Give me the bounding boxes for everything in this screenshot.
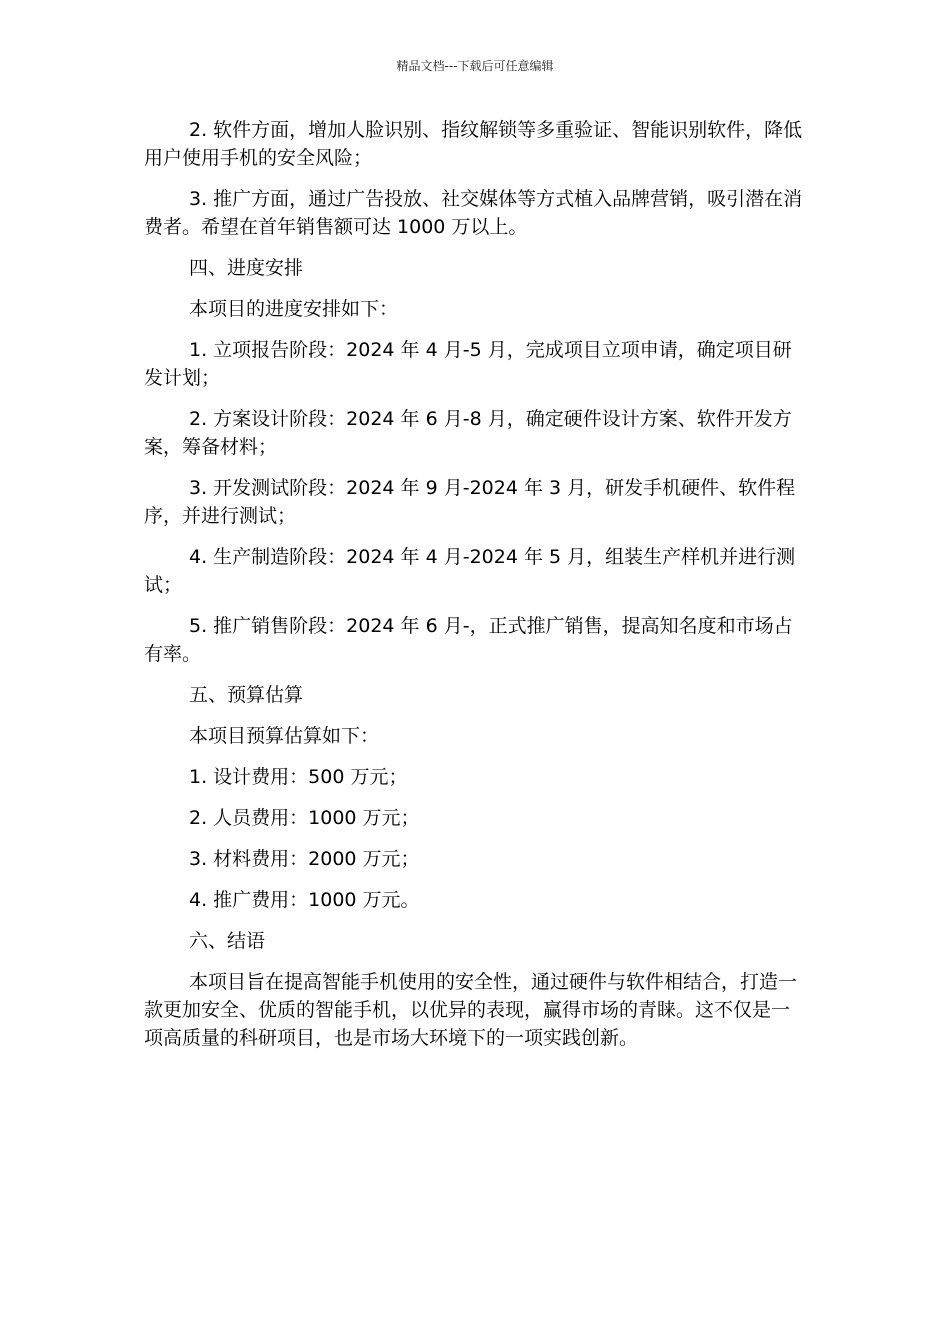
- paragraph-software: 2. 软件方面，增加人脸识别、指纹解锁等多重验证、智能识别软件，降低用户使用手机的安全风险；: [144, 119, 803, 169]
- paragraph-schedule-intro: 本项目的进度安排如下：: [189, 298, 399, 320]
- paragraph-conclusion: 本项目旨在提高智能手机使用的安全性，通过硬件与软件相结合，打造一款更加安全、优质的智能手机，以优异的表现，赢得市场的青睐。这不仅是一项高质量的科研项目，也是市场大环境下的一项实践创新。: [144, 971, 798, 1049]
- section-heading-budget: 五、预算估算: [189, 684, 304, 706]
- paragraph-promotion: 3. 推广方面，通过广告投放、社交媒体等方式植入品牌营销，吸引潜在消费者。希望在首年销售额可达 1000 万以上。: [144, 188, 803, 238]
- schedule-item-2: 2. 方案设计阶段：2024 年 6 月-8 月，确定硬件设计方案、软件开发方案，筹备材料；: [144, 408, 792, 458]
- schedule-item-1: 1. 立项报告阶段：2024 年 4 月-5 月，完成项目立项申请，确定项目研发计划；: [144, 339, 792, 389]
- schedule-item-5: 5. 推广销售阶段：2024 年 6 月-，正式推广销售，提高知名度和市场占有率。: [144, 615, 793, 665]
- paragraph-budget-intro: 本项目预算估算如下：: [189, 725, 380, 747]
- schedule-item-4: 4. 生产制造阶段：2024 年 4 月-2024 年 5 月，组装生产样机并进行测试；: [144, 546, 796, 596]
- budget-item-4: 4. 推广费用：1000 万元。: [189, 889, 420, 911]
- section-heading-conclusion: 六、结语: [189, 930, 266, 952]
- budget-item-1: 1. 设计费用：500 万元；: [189, 766, 408, 788]
- budget-item-2: 2. 人员费用：1000 万元；: [189, 807, 420, 829]
- section-heading-schedule: 四、进度安排: [189, 257, 304, 279]
- schedule-item-3: 3. 开发测试阶段：2024 年 9 月-2024 年 3 月，研发手机硬件、软件程序，并进行测试；: [144, 477, 796, 527]
- document-body: [144, 116, 806, 1065]
- budget-item-3: 3. 材料费用：2000 万元；: [189, 848, 420, 870]
- page-header: 精品文档---下载后可任意编辑: [396, 59, 554, 73]
